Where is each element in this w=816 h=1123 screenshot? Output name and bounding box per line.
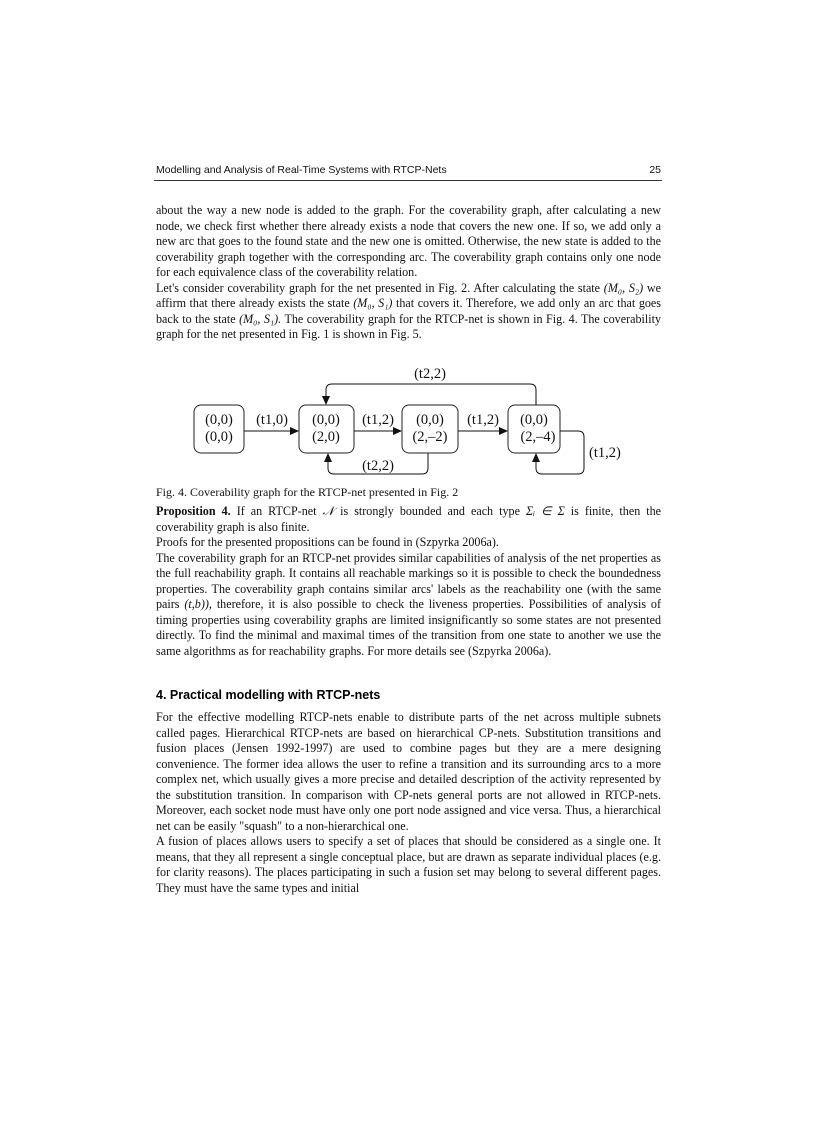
node-4-line-2: (2,–4) <box>520 429 556 445</box>
proofs-paragraph: Proofs for the presented propositions can be found in (Szpyrka 2006a). <box>156 535 499 549</box>
arc-label-self-loop: (t1,2) <box>589 445 621 461</box>
arc-label-n1-n2: (t1,0) <box>256 412 288 428</box>
running-head <box>156 164 661 176</box>
figure-caption: Fig. 4. Coverability graph for the RTCP-net presented in Fig. 2 <box>156 485 459 499</box>
proposition-section <box>156 504 661 659</box>
node-1-line-2: (0,0) <box>205 429 233 445</box>
arc-label-n3-n4: (t1,2) <box>467 412 499 428</box>
proposition-4: Proposition 4. If an RTCP-net 𝒩 is strongly bounded and each type Σᵢ ∈ Σ is finite, then the coverability graph is also finite. <box>156 504 662 534</box>
section-4-paragraph-2: A fusion of places allows users to specify a set of places that should be considered as a single one. It means, that they all represent a single conceptual place, but are drawn as separate individual places (e.g. for clarity reasons). The places participating in such a fusion set may belong to several different pages. They must have the same types and initial <box>156 834 661 895</box>
math-state-m0-s2: (M₀, S₂) <box>603 280 644 295</box>
arc-label-n2-n3: (t1,2) <box>362 412 394 428</box>
intro-paragraph-1: about the way a new node is added to the graph. For the coverability graph, after calculating a new node, we check first whether there already exists a node that covers the new one. If so, we add only a new arc that goes to the found state and the new one is omitted. Otherwise, the new state is added to the coverability graph together with the corresponding arc. The coverability graph contains only one node for each equivalence class of the coverability relation. <box>156 203 661 279</box>
coverability-analysis-paragraph: The coverability graph for an RTCP-net provides similar capabilities of analysis of the net properties as the full reachability graph. It contains all reachable markings so it is possible to check the boundedness properties. The coverability graph contains similar arcs' labels as the reachability one (with the same pairs (t,b)), therefore, it is also possible to check the liveness properties. Possibilities of analysis of timing properties using coverability graphs are limited insignificantly so some states are not presented directly. To find the minimal and maximal times of the transition from one state to another we use the same algorithms as for reachability graphs. For more details see (Szpyrka 2006a). <box>156 550 661 658</box>
pair-tb: (t,b)), <box>184 597 212 611</box>
math-net-symbol: 𝒩 <box>322 504 335 518</box>
node-4-line-1: (0,0) <box>520 412 548 428</box>
section-4-paragraph-1: For the effective modelling RTCP-nets enable to distribute parts of the net across multiple subnets called pages. Hierarchical RTCP-nets are based on hierarchical CP-nets. Substitution transitions and fusion places (Jensen 1992-1997) are used to combine pages but they are a mere designing convenience. The former idea allows the user to refine a transition and its surrounding arcs to a more complex net, which usually gives a more precise and detailed description of the activity represented by the substitution transition. In comparison with CP-nets general ports are not allowed in RTCP-nets. Moreover, each socket node must have only one port node assigned and vice versa. Thus, a hierarchical net can be easily "squash" to a non-hierarchical one. <box>156 710 661 833</box>
arc-top-back <box>326 384 536 405</box>
coverability-graph-svg <box>190 358 630 482</box>
math-state-m0-s1-back: (M₀, S₁). <box>239 311 282 326</box>
coverability-graph-figure <box>190 358 630 482</box>
arc-label-bottom-back: (t2,2) <box>362 458 394 474</box>
math-state-m0-s1: (M₀, S₁) <box>353 296 393 310</box>
node-2-line-2: (2,0) <box>312 429 340 445</box>
intro-section <box>156 203 661 343</box>
node-3-line-1: (0,0) <box>416 412 444 428</box>
page-number: 25 <box>649 164 661 176</box>
arc-label-top-back: (t2,2) <box>414 366 446 382</box>
intro-paragraph-2: Let's consider coverability graph for the net presented in Fig. 2. After calculating the state (M₀, S₂) we affirm that there already exists the state (M₀, S₁) that covers it. Therefore, we add only an arc that goes back to the state (M₀, S₁). The coverability graph for the RTCP-net is shown in Fig. 4. The coverability graph for the net presented in Fig. 1 is shown in Fig. 5. <box>156 280 662 341</box>
math-type-symbol: Σᵢ ∈ Σ <box>525 504 565 518</box>
header-rule <box>154 180 662 181</box>
section-4-body <box>156 710 661 896</box>
node-1-line-1: (0,0) <box>205 412 233 428</box>
node-2-line-1: (0,0) <box>312 412 340 428</box>
section-heading-4: 4. Practical modelling with RTCP-nets <box>156 688 381 702</box>
node-3-line-2: (2,–2) <box>412 429 448 445</box>
proposition-label: Proposition 4. <box>156 504 231 518</box>
running-title: Modelling and Analysis of Real-Time Systems with RTCP-Nets <box>156 164 447 176</box>
